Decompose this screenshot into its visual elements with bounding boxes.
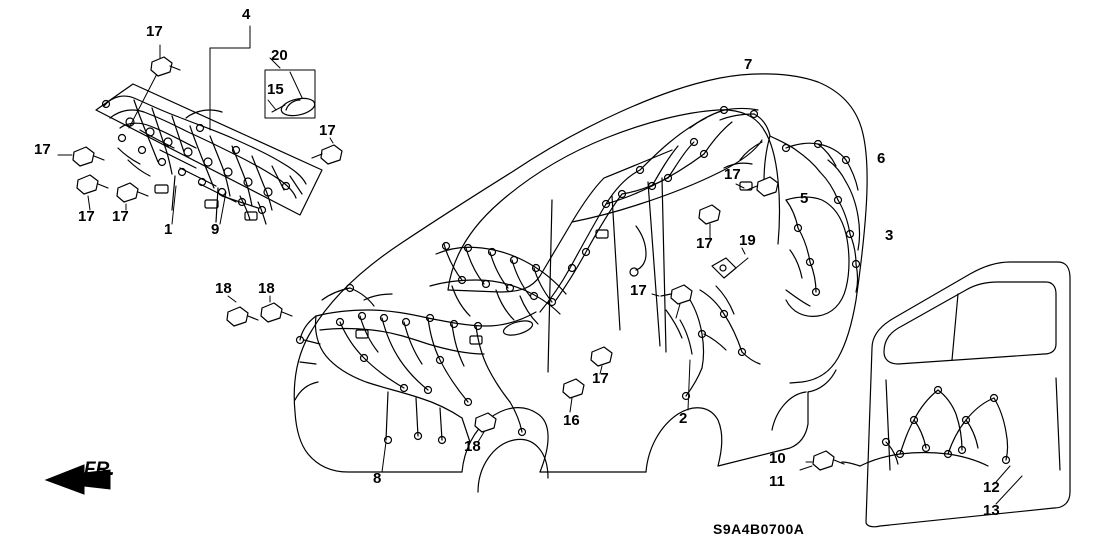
callout-12: 12: [983, 479, 1000, 496]
callout-17-rear: 17: [696, 235, 713, 252]
callout-20: 20: [271, 47, 288, 64]
callout-2: 2: [679, 410, 688, 427]
callout-17-lower-left: 17: [78, 208, 95, 225]
callout-15: 15: [267, 81, 284, 98]
callout-17-right: 17: [319, 122, 336, 139]
callout-17: 17: [146, 23, 163, 40]
callout-17-roof: 17: [724, 166, 741, 183]
callout-4: 4: [242, 6, 251, 23]
callout-17-center: 17: [630, 282, 647, 299]
callout-19: 19: [739, 232, 756, 249]
callout-18-left: 18: [215, 280, 232, 297]
callout-13: 13: [983, 502, 1000, 519]
callout-10: 10: [769, 450, 786, 467]
callout-5: 5: [800, 190, 809, 207]
callout-18-mid: 18: [258, 280, 275, 297]
callout-18-floor: 18: [464, 438, 481, 455]
front-direction-label: FR.: [84, 459, 115, 480]
callout-16: 16: [563, 412, 580, 429]
callout-17-floor: 17: [592, 370, 609, 387]
callout-11: 11: [769, 473, 785, 490]
callout-1: 1: [164, 221, 173, 238]
callout-3: 3: [885, 227, 894, 244]
callout-8: 8: [373, 470, 382, 487]
callout-6: 6: [877, 150, 886, 167]
callout-17-left: 17: [34, 141, 51, 158]
callout-9: 9: [211, 221, 220, 238]
callout-7: 7: [744, 56, 753, 73]
callout-17-lower-mid: 17: [112, 208, 129, 225]
part-code-label: S9A4B0700A: [713, 521, 805, 537]
